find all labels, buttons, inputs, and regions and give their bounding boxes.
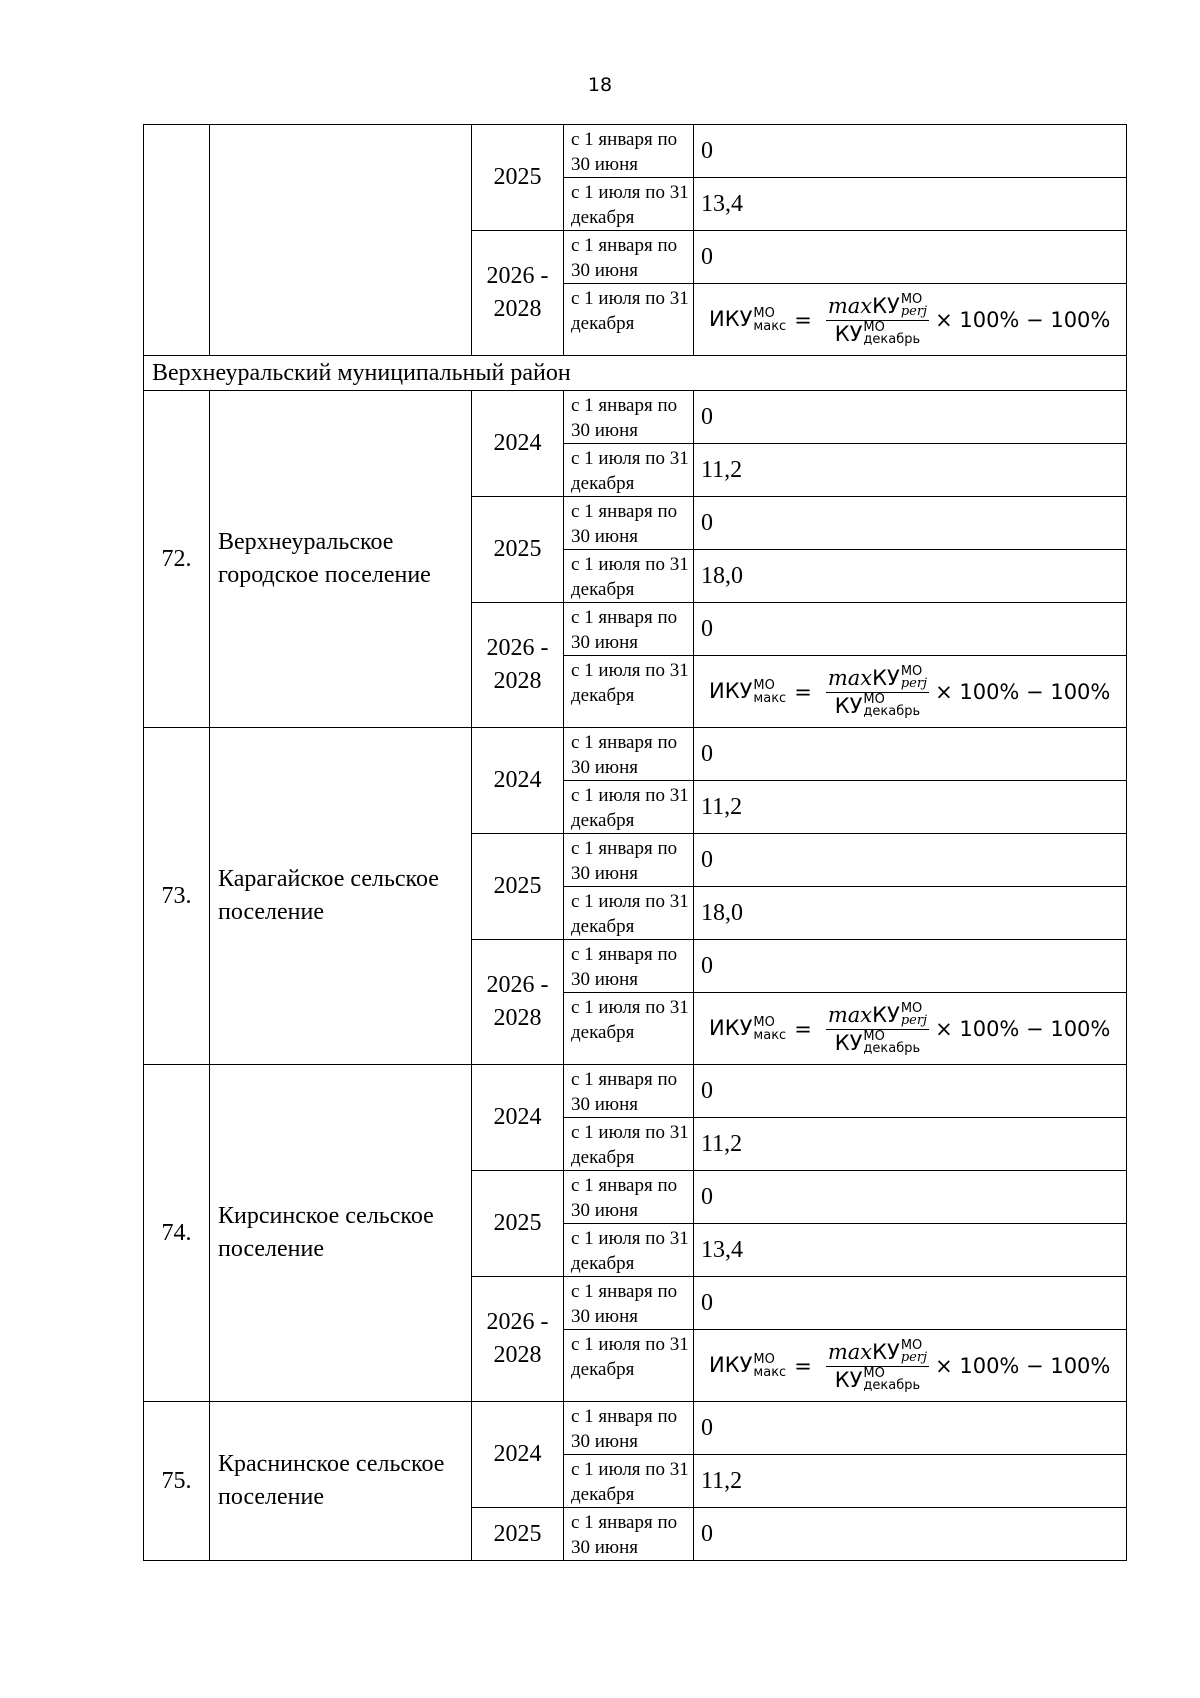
year-cell: 2026 - 2028 [472, 1277, 564, 1402]
table-row [144, 125, 1127, 178]
formula-denominator [835, 1367, 920, 1392]
year-cell: 2025 [472, 497, 564, 603]
year-cell: 2025 [472, 125, 564, 231]
formula-lhs-main: ИКУ [709, 1352, 753, 1377]
formula-max: max [827, 1002, 873, 1027]
year-cell: 2025 [472, 1171, 564, 1277]
formula-numerator [826, 291, 929, 321]
formula-fraction [826, 1000, 929, 1056]
period-jan: с 1 января по 30 июня [564, 940, 694, 993]
formula-equals: = [794, 1353, 812, 1378]
formula [701, 1000, 1126, 1056]
formula-den-sup: МО [863, 319, 885, 335]
formula-cell [694, 284, 1127, 356]
formula-den-sub: декабрь [863, 331, 921, 347]
formula-max: max [827, 665, 873, 690]
formula-den-main: КУ [834, 1367, 863, 1392]
formula-lhs-scripts [753, 1016, 786, 1042]
settlement-name [210, 125, 472, 356]
period-jan: с 1 января по 30 июня [564, 603, 694, 656]
value-cell: 13,4 [694, 178, 1127, 231]
formula-denominator [835, 1030, 920, 1055]
formula-den-main: КУ [834, 693, 863, 718]
formula-den-scripts [863, 1028, 921, 1056]
formula [701, 663, 1126, 719]
formula-fraction [826, 291, 929, 347]
formula-lhs-sub: макс [753, 318, 787, 334]
value-cell: 13,4 [694, 1224, 1127, 1277]
year-cell: 2024 [472, 391, 564, 497]
year-cell: 2025 [472, 834, 564, 940]
formula-num-sup: МО [900, 663, 923, 679]
formula-lhs [709, 679, 786, 705]
year-cell: 2026 - 2028 [472, 231, 564, 356]
formula-num-scripts [900, 291, 928, 319]
formula-lhs [709, 1016, 786, 1042]
formula-num-sub: perj [900, 675, 928, 691]
formula-max: max [827, 1339, 873, 1364]
period-jul: с 1 июля по 31 декабря [564, 993, 694, 1065]
value-cell: 0 [694, 231, 1127, 284]
district-name: Верхнеуральский муниципальный район [144, 356, 1127, 391]
value-cell: 11,2 [694, 444, 1127, 497]
period-jan: с 1 января по 30 июня [564, 834, 694, 887]
formula [701, 1337, 1126, 1393]
formula-den-sub: декабрь [863, 1377, 921, 1393]
formula-denominator [835, 693, 920, 718]
value-cell: 0 [694, 1065, 1127, 1118]
formula-cell [694, 1330, 1127, 1402]
formula-num-sub: perj [900, 303, 928, 319]
formula-tail: × 100% − 100% [935, 679, 1111, 704]
period-jan: с 1 января по 30 июня [564, 231, 694, 284]
formula-num-sup: МО [900, 1337, 923, 1353]
formula-lhs-main: ИКУ [709, 678, 753, 703]
settlement-name: Краснинское сельское поселение [210, 1402, 472, 1561]
period-jul: с 1 июля по 31 декабря [564, 656, 694, 728]
period-jul: с 1 июля по 31 декабря [564, 781, 694, 834]
formula-lhs-sup: МО [753, 677, 775, 693]
value-cell: 11,2 [694, 1455, 1127, 1508]
table-row [144, 391, 1127, 444]
period-jan: с 1 января по 30 июня [564, 497, 694, 550]
formula-den-sup: МО [863, 691, 885, 707]
period-jan: с 1 января по 30 июня [564, 125, 694, 178]
formula-lhs-main: ИКУ [709, 306, 753, 331]
formula-cell [694, 656, 1127, 728]
formula-cell [694, 993, 1127, 1065]
year-cell: 2024 [472, 728, 564, 834]
period-jul: с 1 июля по 31 декабря [564, 1455, 694, 1508]
formula-den-main: КУ [834, 321, 863, 346]
period-jan: с 1 января по 30 июня [564, 1171, 694, 1224]
settlement-name: Карагайское сельское поселение [210, 728, 472, 1065]
formula-num-main: КУ [872, 1339, 900, 1364]
period-jul: с 1 июля по 31 декабря [564, 550, 694, 603]
year-cell: 2025 [472, 1508, 564, 1561]
period-jul: с 1 июля по 31 декабря [564, 178, 694, 231]
formula-tail: × 100% − 100% [935, 307, 1111, 332]
formula-num-sup: МО [900, 291, 923, 307]
formula-numerator [826, 1000, 929, 1030]
formula-den-scripts [863, 691, 921, 719]
period-jul: с 1 июля по 31 декабря [564, 284, 694, 356]
formula-lhs-sub: макс [753, 1364, 787, 1380]
formula-num-sub: perj [900, 1012, 928, 1028]
row-number: 75. [144, 1402, 210, 1561]
year-cell: 2026 - 2028 [472, 603, 564, 728]
value-cell: 0 [694, 834, 1127, 887]
value-cell: 0 [694, 391, 1127, 444]
formula-fraction [826, 663, 929, 719]
year-cell: 2024 [472, 1402, 564, 1508]
year-cell: 2024 [472, 1065, 564, 1171]
formula-equals: = [794, 307, 812, 332]
value-cell: 18,0 [694, 887, 1127, 940]
page-number: 18 [587, 74, 613, 96]
formula-den-sup: МО [863, 1365, 885, 1381]
value-cell: 18,0 [694, 550, 1127, 603]
formula-equals: = [794, 1016, 812, 1041]
formula-lhs [709, 1353, 786, 1379]
formula-num-main: КУ [872, 665, 900, 690]
value-cell: 11,2 [694, 781, 1127, 834]
period-jan: с 1 января по 30 июня [564, 391, 694, 444]
period-jul: с 1 июля по 31 декабря [564, 444, 694, 497]
formula-num-sup: МО [900, 1000, 923, 1016]
formula-lhs-sup: МО [753, 305, 775, 321]
table-row [144, 728, 1127, 781]
formula-tail: × 100% − 100% [935, 1353, 1111, 1378]
settlement-name: Верхнеуральское городское поселение [210, 391, 472, 728]
formula-fraction [826, 1337, 929, 1393]
formula-den-scripts [863, 1365, 921, 1393]
value-cell: 11,2 [694, 1118, 1127, 1171]
formula-lhs-scripts [753, 679, 786, 705]
value-cell: 0 [694, 603, 1127, 656]
value-cell: 0 [694, 125, 1127, 178]
table-row [144, 1402, 1127, 1455]
value-cell: 0 [694, 1171, 1127, 1224]
formula-lhs-scripts [753, 307, 786, 333]
year-cell: 2026 - 2028 [472, 940, 564, 1065]
period-jan: с 1 января по 30 июня [564, 728, 694, 781]
period-jul: с 1 июля по 31 декабря [564, 1224, 694, 1277]
formula-num-scripts [900, 1337, 928, 1365]
formula-numerator [826, 663, 929, 693]
formula-lhs-sub: макс [753, 1027, 787, 1043]
formula-den-sub: декабрь [863, 703, 921, 719]
formula-num-main: КУ [872, 1002, 900, 1027]
formula-den-sup: МО [863, 1028, 885, 1044]
formula-equals: = [794, 679, 812, 704]
value-cell: 0 [694, 497, 1127, 550]
formula-den-main: КУ [834, 1030, 863, 1055]
period-jul: с 1 июля по 31 декабря [564, 1330, 694, 1402]
value-cell: 0 [694, 728, 1127, 781]
value-cell: 0 [694, 1402, 1127, 1455]
formula-num-main: КУ [872, 293, 900, 318]
period-jan: с 1 января по 30 июня [564, 1508, 694, 1561]
row-number: 74. [144, 1065, 210, 1402]
row-number: 72. [144, 391, 210, 728]
formula-num-scripts [900, 1000, 928, 1028]
table-row [144, 1065, 1127, 1118]
settlement-name: Кирсинское сельское поселение [210, 1065, 472, 1402]
formula-lhs-sub: макс [753, 690, 787, 706]
value-cell: 0 [694, 1277, 1127, 1330]
formula-num-scripts [900, 663, 928, 691]
formula-denominator [835, 321, 920, 346]
formula-numerator [826, 1337, 929, 1367]
formula-den-scripts [863, 319, 921, 347]
district-row [144, 356, 1127, 391]
period-jan: с 1 января по 30 июня [564, 1065, 694, 1118]
formula [701, 291, 1126, 347]
period-jul: с 1 июля по 31 декабря [564, 887, 694, 940]
formula-num-sub: perj [900, 1349, 928, 1365]
row-number: 73. [144, 728, 210, 1065]
formula-lhs [709, 307, 786, 333]
formula-lhs-main: ИКУ [709, 1015, 753, 1040]
value-cell: 0 [694, 1508, 1127, 1561]
row-number [144, 125, 210, 356]
formula-tail: × 100% − 100% [935, 1016, 1111, 1041]
formula-max: max [827, 293, 873, 318]
formula-lhs-sup: МО [753, 1014, 775, 1030]
formula-den-sub: декабрь [863, 1040, 921, 1056]
tariff-table [143, 124, 1127, 1561]
period-jan: с 1 января по 30 июня [564, 1402, 694, 1455]
formula-lhs-scripts [753, 1353, 786, 1379]
value-cell: 0 [694, 940, 1127, 993]
period-jul: с 1 июля по 31 декабря [564, 1118, 694, 1171]
formula-lhs-sup: МО [753, 1351, 775, 1367]
period-jan: с 1 января по 30 июня [564, 1277, 694, 1330]
